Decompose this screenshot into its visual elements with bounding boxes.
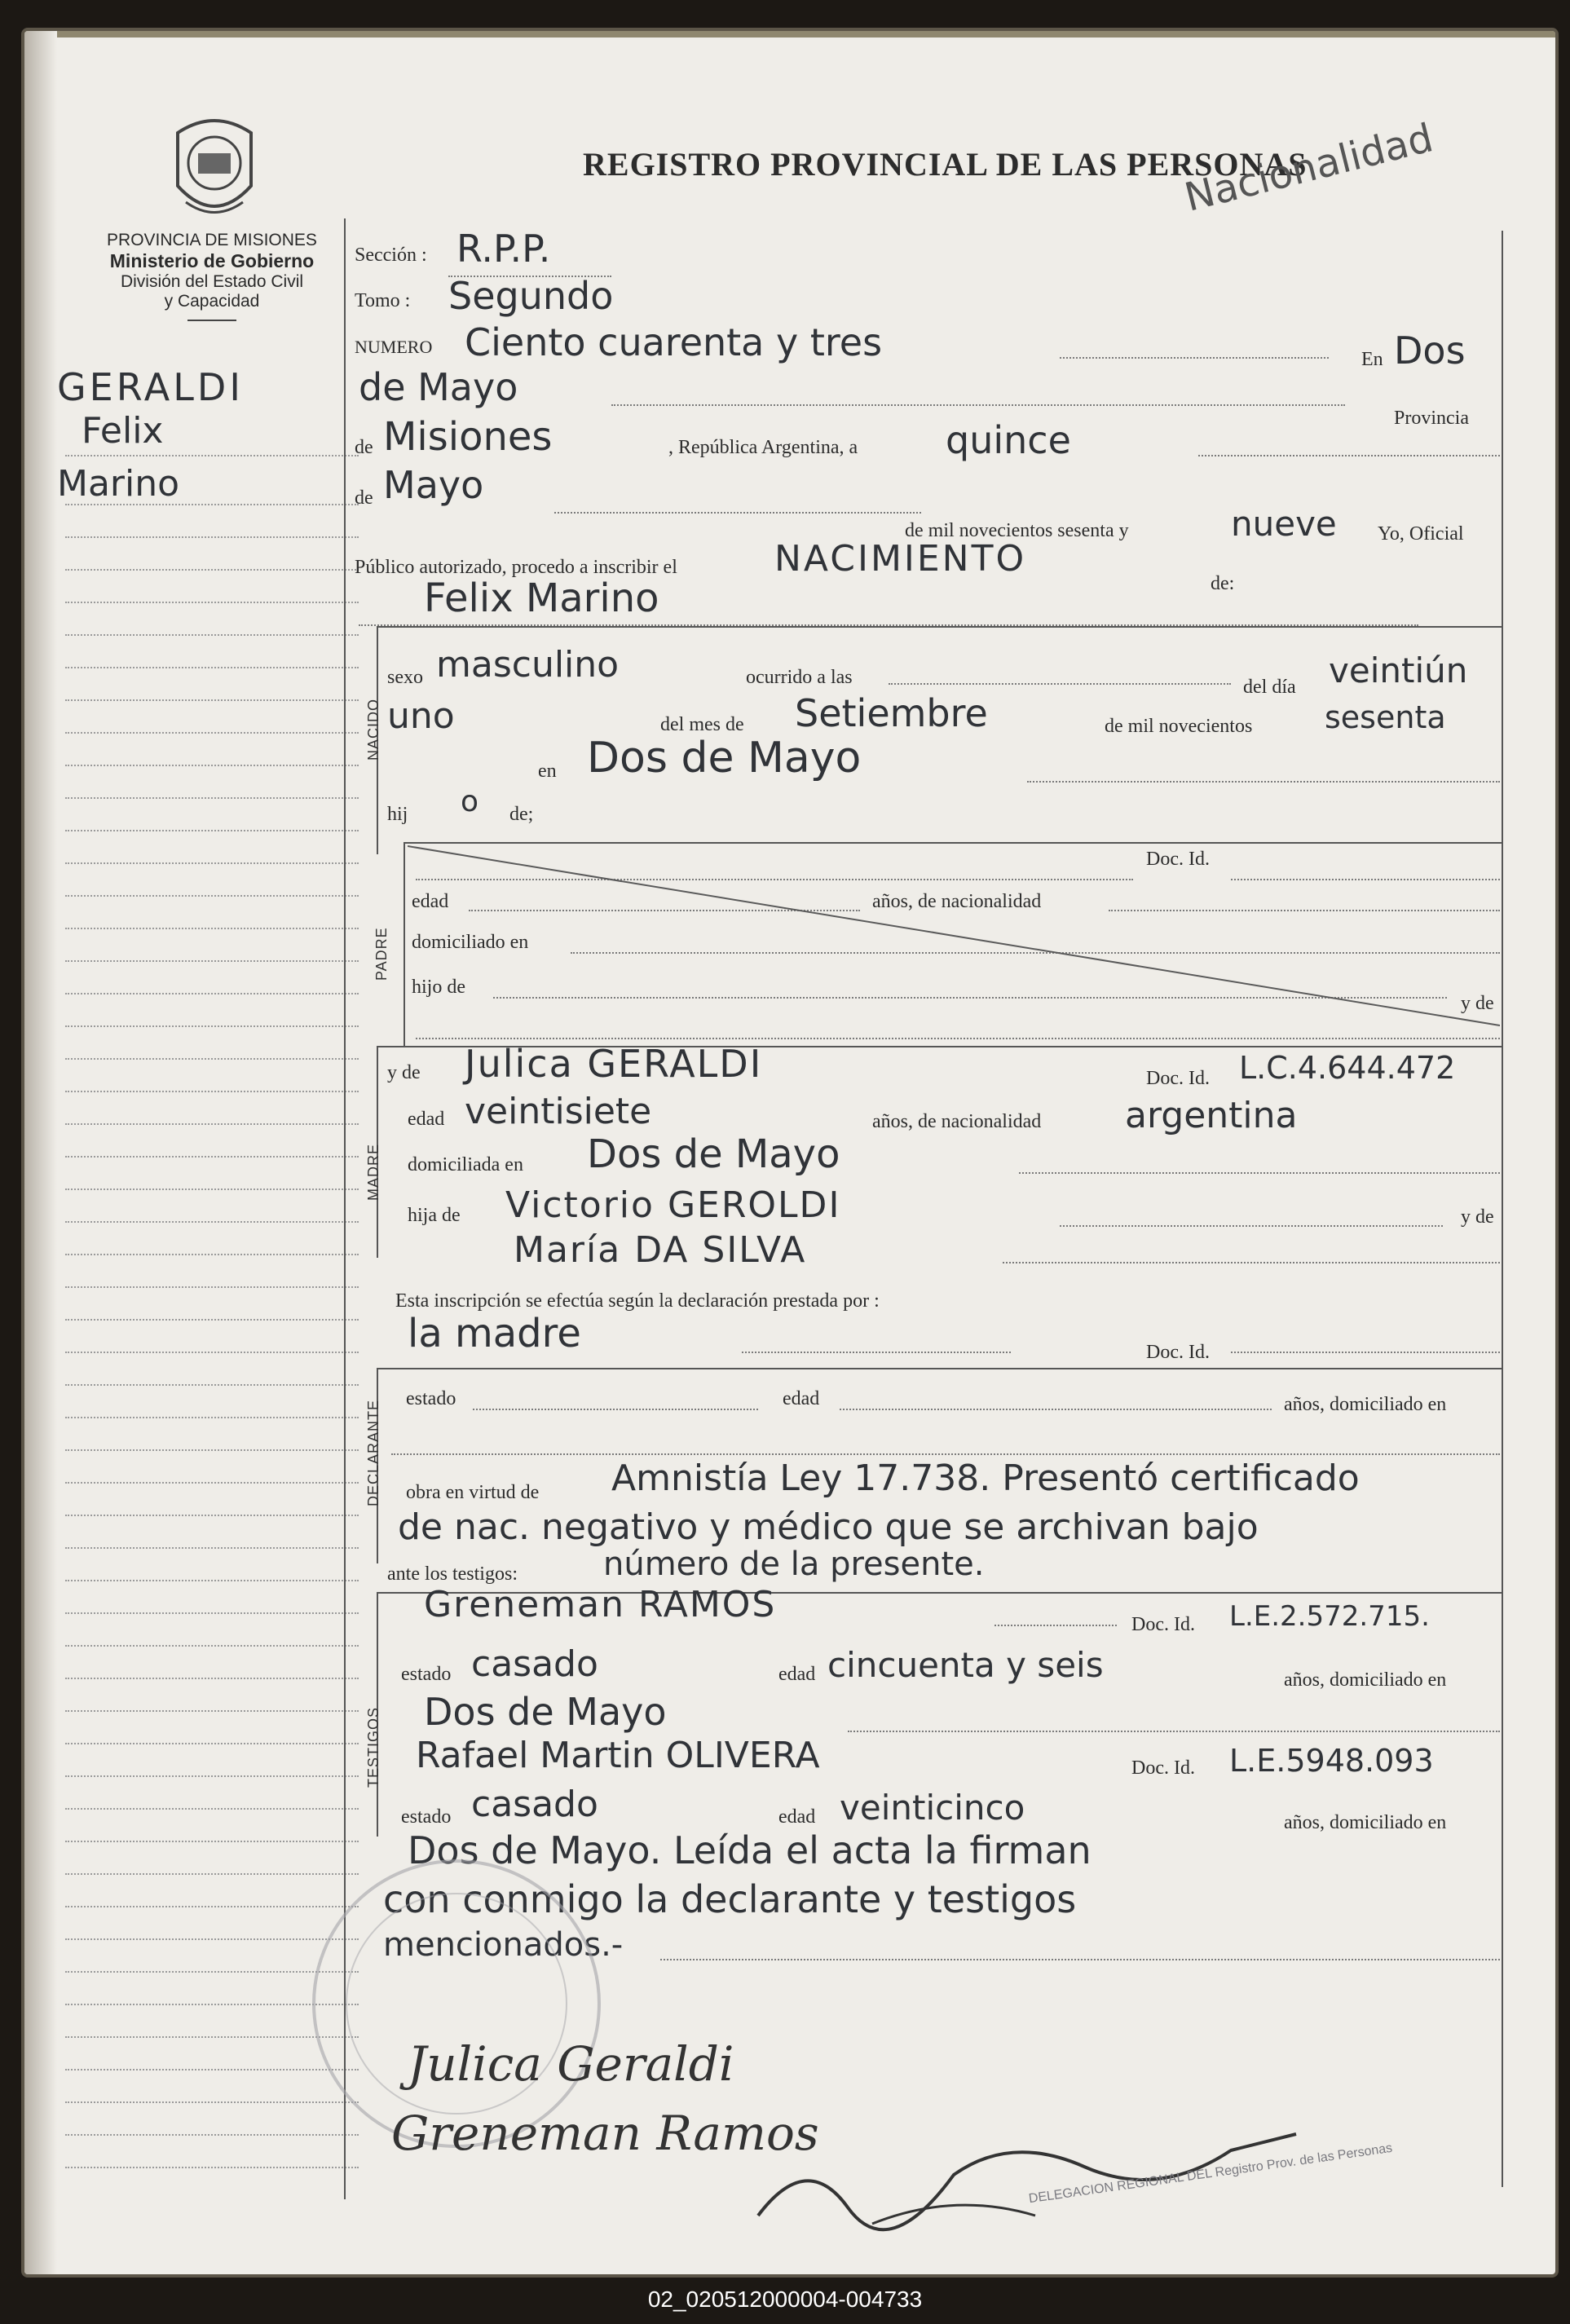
madre-nombre: Julica GERALDI [465, 1042, 763, 1086]
provincia-de-label: de [355, 437, 373, 458]
sexo-value: masculino [436, 644, 620, 686]
obra-line-3: número de la presente. [603, 1546, 985, 1583]
madre-yde2-label: y de [1461, 1206, 1494, 1228]
provincia-label: Provincia [1394, 408, 1469, 429]
dia-value: quince [946, 418, 1071, 462]
padre-yde-label: y de [1461, 993, 1494, 1014]
numero-label: NUMERO [355, 337, 433, 357]
madre-tab: MADRE [365, 1143, 381, 1201]
province-block [57, 231, 367, 321]
padre-domicilio-label: domiciliado en [412, 932, 529, 953]
padre-tab: PADRE [373, 927, 390, 981]
testigo2-doc-label: Doc. Id. [1131, 1757, 1195, 1779]
testigo1-doc: L.E.2.572.715. [1229, 1600, 1430, 1633]
provincia-value: Misiones [383, 414, 553, 460]
declarante-anios-label: años, domiciliado en [1284, 1394, 1447, 1415]
mes-de-label: de [355, 487, 373, 509]
en-label: En [1361, 349, 1383, 370]
anio-nacido-label: de mil novecientos [1105, 716, 1253, 737]
anio-value: nueve [1231, 504, 1337, 544]
numero-value: Ciento cuarenta y tres [465, 320, 883, 364]
dia-nacido-1: veintiún [1329, 650, 1468, 690]
testigos-ante-label: ante los testigos: [387, 1563, 518, 1585]
padre-edad-label: edad [412, 891, 449, 912]
nationality-annotation: Nacionalidad [1180, 115, 1438, 221]
obra-label: obra en virtud de [406, 1482, 540, 1503]
seccion-label: Sección : [355, 245, 427, 266]
obra-line-1: Amnistía Ley 17.738. Presentó certificado [611, 1457, 1360, 1499]
province-line-4: y Capacidad [164, 292, 260, 311]
testigo1-edad-label: edad [778, 1664, 816, 1685]
ocurrido-label: ocurrido a las [746, 667, 853, 688]
binding-shadow [24, 31, 57, 2274]
testigos-tab: TESTIGOS [365, 1706, 381, 1788]
margin-surname: GERALDI [57, 365, 244, 409]
tomo-value: Segundo [448, 274, 614, 318]
testigo2-estado-label: estado [401, 1806, 452, 1828]
nacido-top-line [377, 626, 1502, 628]
mes-nacido-label: del mes de [660, 714, 744, 735]
en-value-2: de Mayo [359, 365, 518, 409]
republica-label: , República Argentina, a [668, 437, 858, 458]
province-line-2: Ministerio de Gobierno [109, 250, 315, 271]
dia-nacido-2: uno [387, 695, 455, 737]
lugar-en-label: en [538, 761, 557, 782]
main-frame-right [1502, 231, 1503, 2187]
padre-strike-line [408, 842, 1500, 1030]
testigo2-nombre: Rafael Martin OLIVERA [416, 1735, 820, 1776]
official-signature-icon [742, 2118, 1312, 2248]
testigo1-edad: cincuenta y seis [827, 1645, 1104, 1685]
anio-nacido-value: sesenta [1325, 699, 1446, 735]
signature-testigo: Greneman Ramos [391, 2106, 819, 2161]
tipo-value: NACIMIENTO [774, 538, 1027, 580]
cierre-line-2: mencionados.- [383, 1926, 624, 1964]
padre-doc-label: Doc. Id. [1146, 849, 1210, 870]
del-dia-label: del día [1243, 677, 1296, 698]
madre-domicilio-value: Dos de Mayo [587, 1131, 840, 1177]
testigo2-edad-label: edad [778, 1806, 816, 1828]
mes-value: Mayo [383, 463, 484, 507]
testigo1-domicilio: Dos de Mayo [424, 1690, 667, 1734]
declarante-top-line [377, 1368, 1502, 1369]
binding-top-strip [24, 31, 1555, 37]
madre-nacionalidad: argentina [1125, 1095, 1298, 1136]
margin-first-name: Felix [82, 410, 164, 452]
nombre-value: Felix Marino [424, 575, 659, 621]
document-page [24, 31, 1555, 2274]
madre-anios-label: años, de nacionalidad [872, 1111, 1042, 1132]
padre-left-line [404, 842, 405, 1046]
declarante-edad-label: edad [783, 1388, 820, 1409]
en-value-1: Dos [1394, 329, 1466, 373]
testigo1-anios-label: años, domiciliado en [1284, 1669, 1447, 1691]
delegacion-stamp: DELEGACION REGIONAL DEL Registro Prov. de las Personas [1027, 2141, 1394, 2207]
tomo-label: Tomo : [355, 290, 411, 311]
testigo1-doc-label: Doc. Id. [1131, 1614, 1195, 1635]
signature-declarante: Julica Geraldi [408, 2036, 734, 2092]
oficial-label: Yo, Oficial [1378, 523, 1464, 545]
testigo1-nombre: Greneman RAMOS [424, 1584, 777, 1625]
sexo-label: sexo [387, 667, 423, 688]
province-divider [187, 320, 236, 321]
testigo1-estado-label: estado [401, 1664, 452, 1685]
cierre-line-1: con conmigo la declarante y testigos [383, 1877, 1077, 1921]
publico-label: Público autorizado, procedo a inscribir el [355, 557, 677, 578]
padre-hijo-label: hijo de [412, 977, 465, 998]
seccion-value: R.P.P. [456, 227, 551, 271]
document-title: REGISTRO PROVINCIAL DE LAS PERSONAS [583, 146, 1308, 183]
hijo-de-label: de; [509, 804, 534, 825]
margin-second-name: Marino [57, 463, 180, 505]
testigo2-anios-label: años, domiciliado en [1284, 1812, 1447, 1833]
mes-nacido-value: Setiembre [795, 691, 988, 735]
madre-padre-nombre: Victorio GEROLDI [505, 1184, 841, 1226]
declarante-estado-label: estado [406, 1388, 456, 1409]
testigo2-doc: L.E.5948.093 [1229, 1743, 1434, 1779]
declarante-intro: Esta inscripción se efectúa según la declaración prestada por : [395, 1290, 880, 1312]
obra-line-2: de nac. negativo y médico que se archivan bajo [398, 1506, 1259, 1548]
testigo2-edad: veinticinco [840, 1788, 1025, 1828]
de2-label: de: [1211, 573, 1235, 594]
madre-domicilio-label: domiciliada en [408, 1154, 523, 1175]
nacido-tab: NACIDO [365, 698, 381, 761]
declarante-tab: DECLARANTE [365, 1399, 381, 1506]
province-line-1: PROVINCIA DE MISIONES [107, 231, 317, 249]
madre-doc-label: Doc. Id. [1146, 1068, 1210, 1089]
madre-hija-label: hija de [408, 1205, 461, 1226]
testigo1-estado: casado [471, 1643, 598, 1685]
hijo-label: hij [387, 804, 408, 825]
madre-madre-nombre: María DA SILVA [514, 1229, 807, 1271]
lugar-value: Dos de Mayo [587, 734, 862, 783]
madre-yde-label: y de [387, 1062, 421, 1083]
testigo2-estado: casado [471, 1784, 598, 1825]
hijo-letra: o [461, 785, 479, 818]
madre-edad-value: veintisiete [465, 1091, 652, 1132]
image-caption: 02_020512000004-004733 [647, 2287, 923, 2312]
declarante-doc-label: Doc. Id. [1146, 1342, 1210, 1363]
testigo2-domicilio: Dos de Mayo. Leída el acta la firman [408, 1828, 1092, 1872]
madre-doc-value: L.C.4.644.472 [1239, 1050, 1456, 1086]
declarante-quien: la madre [408, 1311, 581, 1356]
padre-anios-label: años, de nacionalidad [872, 891, 1042, 912]
anio-label: de mil novecientos sesenta y [905, 520, 1129, 541]
province-line-3: División del Estado Civil [120, 272, 304, 291]
madre-edad-label: edad [408, 1109, 445, 1130]
provincial-seal-icon [170, 112, 259, 227]
